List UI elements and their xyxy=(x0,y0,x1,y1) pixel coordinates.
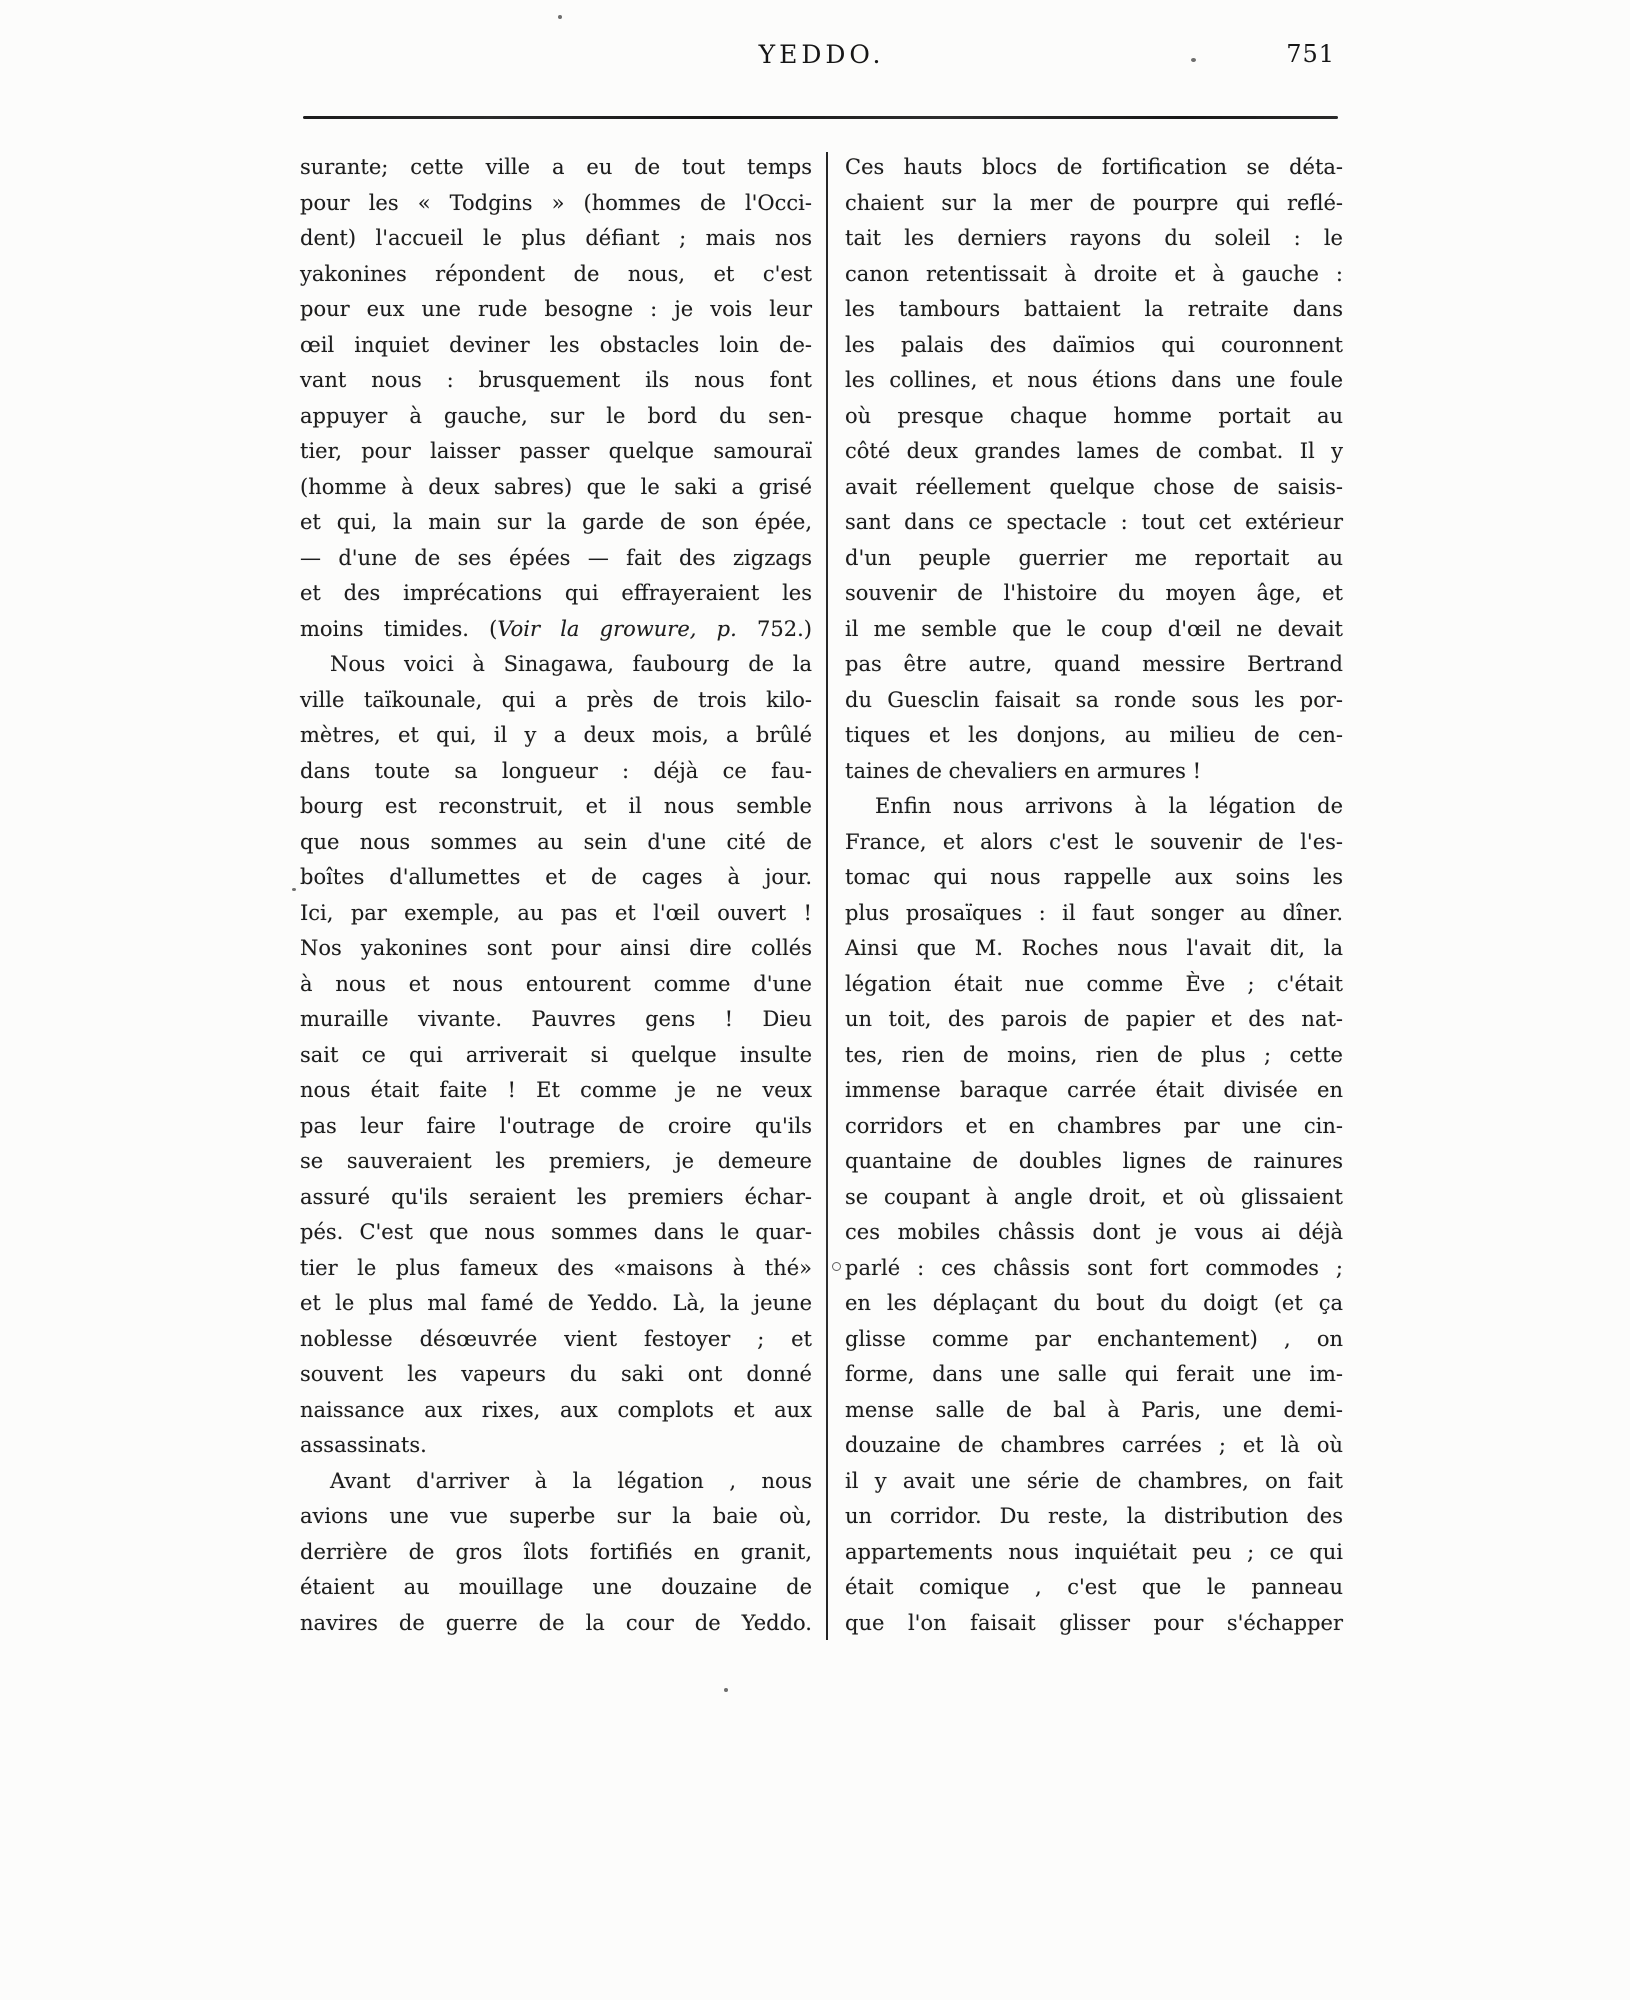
text-line: vant nous : brusquement ils nous font xyxy=(300,368,812,392)
text-line: forme, dans une salle qui ferait une im- xyxy=(845,1362,1343,1386)
text-line: et le plus mal famé de Yeddo. Là, la jeune xyxy=(300,1291,812,1315)
text-line: mètres, et qui, il y a deux mois, a brûlé xyxy=(300,723,812,747)
text-line: nous était faite ! Et comme je ne veux xyxy=(300,1078,812,1102)
text-line: ces mobiles châssis dont je vous ai déjà xyxy=(845,1220,1343,1244)
text-line: à nous et nous entourent comme d'une xyxy=(300,971,812,996)
text-line: où presque chaque homme portait au xyxy=(845,403,1343,428)
text-line: dent) l'accueil le plus défiant ; mais nos xyxy=(300,226,812,250)
text-line: naissance aux rixes, aux complots et aux xyxy=(300,1397,812,1422)
text-line: sait ce qui arriverait si quelque insulte xyxy=(300,1042,812,1067)
text-line: pour eux une rude besogne : je vois leur xyxy=(300,297,812,321)
text-line: Enfin nous arrivons à la légation de xyxy=(875,794,1343,818)
ink-speck xyxy=(832,1262,841,1271)
text-line: d'un peuple guerrier me reportait au xyxy=(845,545,1343,570)
text-line: appartements nous inquiétait peu ; ce qui xyxy=(845,1539,1343,1564)
text-line: — d'une de ses épées — fait des zigzags xyxy=(300,545,812,570)
text-line: tiques et les donjons, au milieu de cen- xyxy=(845,723,1343,747)
text-line: du Guesclin faisait sa ronde sous les por- xyxy=(845,687,1343,712)
text-line: tomac qui nous rappelle aux soins les xyxy=(845,865,1343,889)
text-line: les collines, et nous étions dans une foule xyxy=(845,368,1343,392)
text-line: que nous sommes au sein d'une cité de xyxy=(300,829,812,854)
text-line: se coupant à angle droit, et où glissaient xyxy=(845,1184,1343,1209)
text-line: Nous voici à Sinagawa, faubourg de la xyxy=(330,652,812,676)
text-line: corridors et en chambres par une cin- xyxy=(845,1113,1343,1138)
text-line: était comique , c'est que le panneau xyxy=(845,1575,1343,1599)
text-line: pas être autre, quand messire Bertrand xyxy=(845,652,1343,676)
text-line: tier, pour laisser passer quelque samouraï xyxy=(300,439,812,463)
text-line: Avant d'arriver à la légation , nous xyxy=(330,1468,812,1493)
text-line: douzaine de chambres carrées ; et là où xyxy=(845,1433,1343,1457)
text-line: quantaine de doubles lignes de rainures xyxy=(845,1149,1343,1173)
text-line: Ces hauts blocs de fortification se déta- xyxy=(845,155,1343,179)
text-line: et qui, la main sur la garde de son épée, xyxy=(300,510,812,534)
text-line: France, et alors c'est le souvenir de l'es- xyxy=(845,829,1343,854)
page-number: 751 xyxy=(1286,40,1335,68)
text-line: les palais des daïmios qui couronnent xyxy=(845,332,1343,357)
text-line: il me semble que le coup d'œil ne devait xyxy=(845,616,1343,641)
text-line: tait les derniers rayons du soleil : le xyxy=(845,226,1343,250)
text-line: étaient au mouillage une douzaine de xyxy=(300,1575,812,1599)
text-line: sant dans ce spectacle : tout cet extérieur xyxy=(845,510,1343,534)
text-line: les tambours battaient la retraite dans xyxy=(845,297,1343,321)
text-line: (homme à deux sabres) que le saki a grisé xyxy=(300,474,812,499)
text-line: Nos yakonines sont pour ainsi dire collés xyxy=(300,936,812,960)
text-line: moins timides. (Voir la growure, p. 752.) xyxy=(300,616,812,641)
text-line: glisse comme par enchantement) , on xyxy=(845,1326,1343,1351)
ink-speck xyxy=(292,888,296,891)
ink-speck xyxy=(724,1688,728,1692)
text-line: navires de guerre de la cour de Yeddo. xyxy=(300,1610,812,1635)
text-line: tier le plus fameux des «maisons à thé» xyxy=(300,1255,812,1280)
text-line: parlé : ces châssis sont fort commodes ; xyxy=(845,1255,1343,1280)
text-line: taines de chevaliers en armures ! xyxy=(845,758,1202,783)
left-column xyxy=(300,150,812,1641)
right-column xyxy=(845,150,1343,1641)
text-line: noblesse désœuvrée vient festoyer ; et xyxy=(300,1326,812,1351)
column-divider xyxy=(826,152,828,1640)
text-line: canon retentissait à droite et à gauche : xyxy=(845,261,1343,286)
text-line: œil inquiet deviner les obstacles loin de- xyxy=(300,332,812,357)
ink-speck xyxy=(1191,58,1196,62)
text-line: côté deux grandes lames de combat. Il y xyxy=(845,439,1343,463)
text-line: en les déplaçant du bout du doigt (et ça xyxy=(845,1291,1343,1315)
text-line: surante; cette ville a eu de tout temps xyxy=(300,155,812,179)
text-line: Ici, par exemple, au pas et l'œil ouvert ! xyxy=(300,900,812,925)
text-line: dans toute sa longueur : déjà ce fau- xyxy=(300,758,812,783)
ink-speck xyxy=(558,15,562,19)
text-line: avait réellement quelque chose de saisis- xyxy=(845,474,1343,499)
text-line: que l'on faisait glisser pour s'échapper xyxy=(845,1610,1343,1635)
text-line: mense salle de bal à Paris, une demi- xyxy=(845,1397,1343,1422)
header-rule xyxy=(303,116,1338,119)
text-line: muraille vivante. Pauvres gens ! Dieu xyxy=(300,1007,812,1031)
text-line: souvent les vapeurs du saki ont donné xyxy=(300,1362,812,1386)
text-line: légation était nue comme Ève ; c'était xyxy=(845,971,1343,996)
text-line: souvenir de l'histoire du moyen âge, et xyxy=(845,581,1343,605)
text-line: yakonines répondent de nous, et c'est xyxy=(300,261,812,286)
text-line: chaient sur la mer de pourpre qui reflé- xyxy=(845,190,1343,215)
text-line: se sauveraient les premiers, je demeure xyxy=(300,1149,812,1173)
text-line: plus prosaïques : il faut songer au dîner. xyxy=(845,900,1343,925)
text-line: assuré qu'ils seraient les premiers échar- xyxy=(300,1184,812,1209)
text-line: ville taïkounale, qui a près de trois kilo- xyxy=(300,687,812,712)
text-line: Ainsi que M. Roches nous l'avait dit, la xyxy=(845,936,1343,960)
text-line: et des imprécations qui effrayeraient les xyxy=(300,581,812,605)
text-line: pas leur faire l'outrage de croire qu'ils xyxy=(300,1113,812,1138)
text-line: immense baraque carrée était divisée en xyxy=(845,1078,1343,1102)
text-line: bourg est reconstruit, et il nous semble xyxy=(300,794,812,818)
text-line: tes, rien de moins, rien de plus ; cette xyxy=(845,1042,1343,1067)
text-line: un toit, des parois de papier et des nat- xyxy=(845,1007,1343,1031)
running-header-title: YEDDO. xyxy=(758,40,885,69)
text-line: pés. C'est que nous sommes dans le quar- xyxy=(300,1220,812,1244)
text-line: avions une vue superbe sur la baie où, xyxy=(300,1504,812,1528)
text-line: il y avait une série de chambres, on fait xyxy=(845,1468,1343,1493)
text-line: assassinats. xyxy=(300,1433,427,1457)
text-line: un corridor. Du reste, la distribution des xyxy=(845,1504,1343,1528)
text-line: appuyer à gauche, sur le bord du sen- xyxy=(300,403,812,428)
text-line: boîtes d'allumettes et de cages à jour. xyxy=(300,865,812,889)
text-line: pour les « Todgins » (hommes de l'Occi- xyxy=(300,190,812,215)
text-line: derrière de gros îlots fortifiés en granit, xyxy=(300,1539,812,1564)
